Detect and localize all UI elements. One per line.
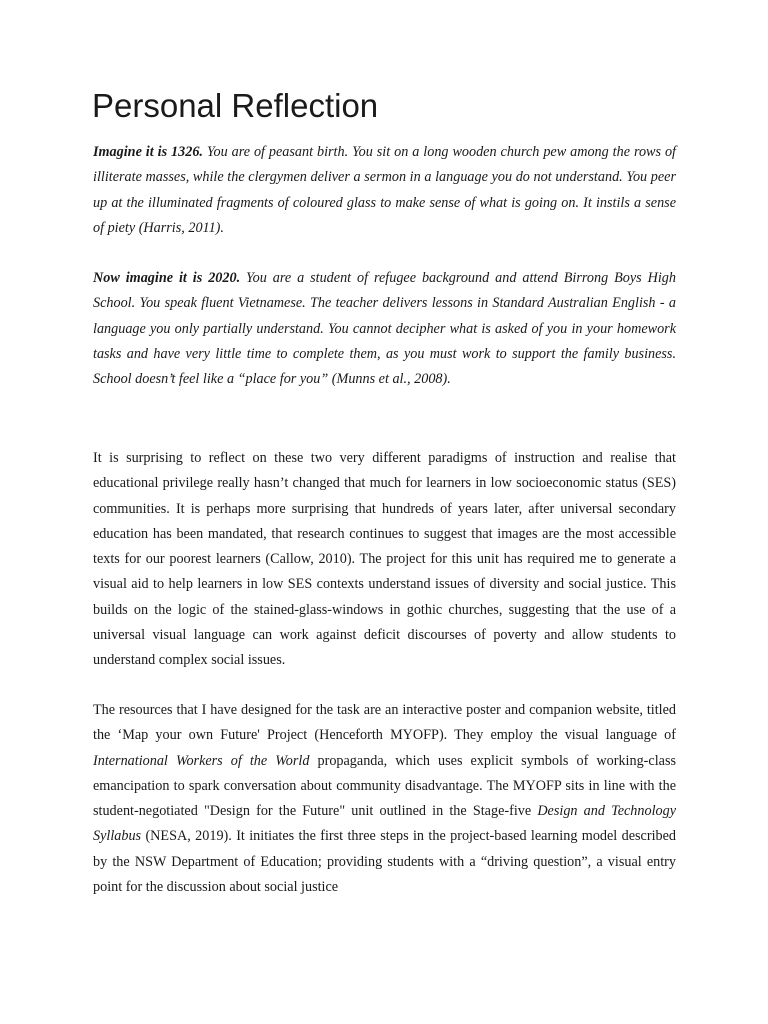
paragraph-2-text: You are a student of refugee background and attend Birrong Boys High School. You speak fluent Vietnamese. The teacher delivers lessons in Standard Australian English - a language you only partially understand. You cannot decipher what is asked of you in your homework tasks and have very little time to complete them, as you must work to support the family business. School doesn’t feel like a “place for you” (Munns et al., 2008). [93,270,676,388]
paragraph-1-text: You are of peasant birth. You sit on a long wooden church pew among the rows of illiterate masses, while the clergymen deliver a sermon in a language you do not understand. You peer up at the illuminated fragments of coloured glass to make sense of what is going on. It instils a sense of piety (Harris, 2011). [93,144,676,236]
paragraph-4-italic-2: Design and Technology Syllabus [93,803,676,845]
paragraph-4-text-1: The resources that I have designed for the task are an interactive poster and companion website, titled the ‘Map your own Future' Project (Henceforth MYOFP). They employ the visual language of [93,702,676,744]
paragraph-1-lead: Imagine it is 1326. [93,144,203,160]
page-title: Personal Reflection [92,87,379,124]
paragraph-2-lead: Now imagine it is 2020. [93,270,241,286]
paragraph-1 [93,140,676,241]
paragraph-4-italic-1: International Workers of the World [93,752,310,769]
paragraph-4-text-2: propaganda, which uses explicit symbols of working-class emancipation to spark conversation about community disadvantage. The MYOFP sits in line with the student-negotiated "Design for the Future" unit outlined in the Stage-five [93,752,676,820]
paragraph-4-text-3: (NESA, 2019). It initiates the first three steps in the project-based learning model described by the NSW Department of Education; providing students with a “driving question”, a visual entry point for the discussion about social justice [93,828,676,896]
paragraph-3: It is surprising to reflect on these two very different paradigms of instruction and realise that educational privilege really hasn’t changed that much for learners in low socioeconomic status (SES) communities. It is perhaps more surprising that hundreds of years later, after universal secondary education has been mandated, that research continues to suggest that images are the most accessible texts for our poorest learners (Callow, 2010). The project for this unit has required me to generate a visual aid to help learners in low SES contexts understand issues of diversity and social justice. This builds on the logic of the stained-glass-windows in gothic churches, suggesting that the use of a universal visual language can work against deficit discourses of poverty and allow students to understand complex social issues. [93,450,676,669]
paragraph-2 [93,266,676,392]
paragraph-4 [93,698,676,900]
